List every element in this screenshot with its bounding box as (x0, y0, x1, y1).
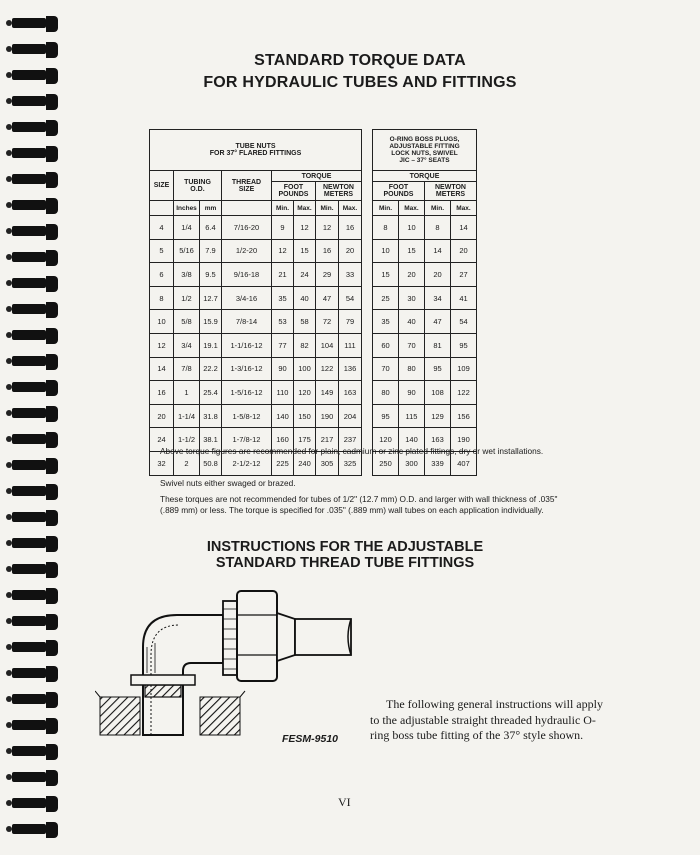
table-cell: 54 (451, 310, 477, 334)
foot-pounds-header-2: POUNDS (278, 191, 309, 198)
table-cell: 81 (425, 333, 451, 357)
table-row (150, 216, 477, 240)
table-cell: 1-5/8-12 (222, 404, 272, 428)
table-cell: 300 (399, 451, 425, 475)
instructions-text: The following general instructions will apply to the adjustable straight threaded hydraulic O-ring boss tube fitting of the 37° style shown. (370, 697, 603, 742)
table-row (150, 286, 477, 310)
table-cell: 10 (150, 310, 174, 334)
table-cell: 163 (425, 428, 451, 452)
table-cell: 110 (272, 381, 294, 405)
table-cell: 175 (294, 428, 316, 452)
table-cell: 35 (272, 286, 294, 310)
tubing-od-header-2: O.D. (190, 185, 205, 193)
table-cell: 111 (339, 333, 362, 357)
table-cell: 7/8-14 (222, 310, 272, 334)
table-cell: 20 (451, 239, 477, 263)
tube (295, 619, 351, 655)
table-cell: 122 (451, 381, 477, 405)
table-cell: 38.1 (200, 428, 222, 452)
table-cell: 6 (150, 263, 174, 287)
table-cell: 79 (339, 310, 362, 334)
table-cell: 47 (425, 310, 451, 334)
max-label: Max. (294, 201, 316, 216)
table-cell: 47 (316, 286, 339, 310)
table-cell: 35 (373, 310, 399, 334)
oring-header-line1: O-RING BOSS PLUGS, (389, 136, 460, 143)
foot-pounds-header: FOOT (283, 184, 304, 191)
table-cell: 2 (174, 451, 200, 475)
table-cell: 77 (272, 333, 294, 357)
table-cell: 204 (339, 404, 362, 428)
newton-meters-header: NEWTON (323, 184, 354, 191)
table-row (150, 357, 477, 381)
table-cell: 27 (451, 263, 477, 287)
section-title-line1: INSTRUCTIONS FOR THE ADJUSTABLE (206, 539, 484, 555)
max-label: Max. (339, 201, 362, 216)
table-cell: 20 (150, 404, 174, 428)
table-cell: 160 (272, 428, 294, 452)
table-cell: 14 (451, 216, 477, 240)
table-cell: 12 (272, 239, 294, 263)
fitting-illustration (95, 585, 355, 750)
table-cell: 19.1 (200, 333, 222, 357)
table-cell: 1/2-20 (222, 239, 272, 263)
table-cell: 21 (272, 263, 294, 287)
page-number: VI (338, 795, 351, 809)
boss-block-right (200, 697, 240, 735)
table-cell: 80 (399, 357, 425, 381)
inches-label: Inches (174, 201, 200, 216)
table-row (150, 263, 477, 287)
table-cell: 12 (150, 333, 174, 357)
min-label: Min. (373, 201, 399, 216)
instructions-paragraph (370, 697, 610, 744)
table-cell: 82 (294, 333, 316, 357)
table-cell: 104 (316, 333, 339, 357)
table-cell: 339 (425, 451, 451, 475)
tube-nuts-title: TUBE NUTS (235, 143, 276, 150)
table-cell: 31.8 (200, 404, 222, 428)
table-cell: 22.2 (200, 357, 222, 381)
table-cell: 60 (373, 333, 399, 357)
torque-table (149, 129, 477, 476)
page-title-line2: FOR HYDRAULIC TUBES AND FITTINGS (203, 74, 517, 91)
table-cell: 3/8 (174, 263, 200, 287)
section-title-line2: STANDARD THREAD TUBE FITTINGS (215, 555, 475, 571)
table-cell: 2-1/2-12 (222, 451, 272, 475)
table-cell: 8 (425, 216, 451, 240)
table-cell: 15.9 (200, 310, 222, 334)
table-cell: 5/16 (174, 239, 200, 263)
table-cell: 115 (399, 404, 425, 428)
table-cell: 29 (316, 263, 339, 287)
note-thin-wall: These torques are not recommended for tubes of 1/2" (12.7 mm) O.D. and larger with wall thickness of .035" (.889 mm) or less. The torque is specified for .035" (.889 mm) wall tubes on each application individually. (160, 494, 558, 515)
table-cell: 1/4 (174, 216, 200, 240)
table-cell: 70 (373, 357, 399, 381)
table-cell: 156 (451, 404, 477, 428)
table-cell: 95 (373, 404, 399, 428)
table-cell: 163 (339, 381, 362, 405)
table-cell: 407 (451, 451, 477, 475)
table-cell: 14 (150, 357, 174, 381)
table-cell: 40 (399, 310, 425, 334)
table-cell: 32 (150, 451, 174, 475)
table-cell: 109 (451, 357, 477, 381)
table-cell: 15 (373, 263, 399, 287)
table-cell: 25.4 (200, 381, 222, 405)
table-cell: 9/16-18 (222, 263, 272, 287)
table-cell: 16 (150, 381, 174, 405)
table-row (150, 333, 477, 357)
table-cell: 41 (451, 286, 477, 310)
table-cell: 122 (316, 357, 339, 381)
table-cell: 190 (316, 404, 339, 428)
thread-size-header-2: SIZE (238, 185, 255, 193)
table-cell: 3/4 (174, 333, 200, 357)
table-cell: 4 (150, 216, 174, 240)
table-cell: 34 (425, 286, 451, 310)
table-cell: 5 (150, 239, 174, 263)
table-cell: 5/8 (174, 310, 200, 334)
table-row (150, 310, 477, 334)
table-cell: 53 (272, 310, 294, 334)
oring-header-line2: ADJUSTABLE FITTING (389, 143, 460, 150)
table-cell: 25 (373, 286, 399, 310)
table-cell: 12 (294, 216, 316, 240)
threaded-nut (223, 591, 295, 681)
max-label: Max. (451, 201, 477, 216)
table-cell: 70 (399, 333, 425, 357)
table-row (150, 381, 477, 405)
table-cell: 95 (425, 357, 451, 381)
table-cell: 58 (294, 310, 316, 334)
table-cell: 24 (150, 428, 174, 452)
table-cell: 10 (373, 239, 399, 263)
table-cell: 7/8 (174, 357, 200, 381)
newton-meters-header-b2: METERS (435, 191, 466, 198)
table-cell: 140 (272, 404, 294, 428)
newton-meters-header-2: METERS (323, 191, 354, 198)
table-cell: 136 (339, 357, 362, 381)
table-cell: 225 (272, 451, 294, 475)
table-cell: 80 (373, 381, 399, 405)
table-cell: 1/2 (174, 286, 200, 310)
table-cell: 120 (373, 428, 399, 452)
min-label: Min. (425, 201, 451, 216)
table-cell: 1-5/16-12 (222, 381, 272, 405)
table-cell: 72 (316, 310, 339, 334)
boss-block-left (100, 697, 140, 735)
table-cell: 1-7/8-12 (222, 428, 272, 452)
table-cell: 8 (150, 286, 174, 310)
table-cell: 217 (316, 428, 339, 452)
foot-pounds-header-b: FOOT (388, 184, 409, 191)
table-cell: 140 (399, 428, 425, 452)
table-cell: 15 (399, 239, 425, 263)
table-cell: 12.7 (200, 286, 222, 310)
table-cell: 120 (294, 381, 316, 405)
thread-size-header: THREAD (231, 178, 262, 186)
table-cell: 150 (294, 404, 316, 428)
table-cell: 1 (174, 381, 200, 405)
tubing-od-header: TUBING (184, 178, 211, 186)
table-cell: 149 (316, 381, 339, 405)
table-cell: 9 (272, 216, 294, 240)
table-cell: 1-1/4 (174, 404, 200, 428)
note-plating: Above torque figures are recommended for plain, cadmium or zinc plated fittings, dry or wet installations. (160, 446, 544, 456)
size-header: SIZE (150, 171, 174, 201)
table-row (150, 404, 477, 428)
table-cell: 1-1/16-12 (222, 333, 272, 357)
mm-label: mm (200, 201, 222, 216)
torque-header: TORQUE (272, 171, 362, 182)
table-cell: 15 (294, 239, 316, 263)
table-cell: 325 (339, 451, 362, 475)
table-cell: 16 (339, 216, 362, 240)
table-cell: 24 (294, 263, 316, 287)
figure-label: FESM-9510 (282, 733, 339, 745)
table-row (150, 239, 477, 263)
table-cell: 7.9 (200, 239, 222, 263)
table-cell: 30 (399, 286, 425, 310)
newton-meters-header-b: NEWTON (435, 184, 466, 191)
foot-pounds-header-b2: POUNDS (383, 191, 414, 198)
table-cell: 108 (425, 381, 451, 405)
table-cell: 40 (294, 286, 316, 310)
oring-header-line3: LOCK NUTS, SWIVEL (391, 150, 458, 157)
note-swivel: Swivel nuts either swaged or brazed. (160, 478, 296, 488)
tube-nuts-subtitle: FOR 37° FLARED FITTINGS (209, 150, 302, 157)
table-cell: 8 (373, 216, 399, 240)
table-cell: 305 (316, 451, 339, 475)
table-cell: 9.5 (200, 263, 222, 287)
table-cell: 16 (316, 239, 339, 263)
table-cell: 54 (339, 286, 362, 310)
max-label: Max. (399, 201, 425, 216)
page-title-line1: STANDARD TORQUE DATA (254, 52, 466, 69)
min-label: Min. (272, 201, 294, 216)
table-cell: 95 (451, 333, 477, 357)
table-cell: 14 (425, 239, 451, 263)
table-cell: 240 (294, 451, 316, 475)
table-cell: 1-1/2 (174, 428, 200, 452)
table-cell: 20 (425, 263, 451, 287)
table-cell: 237 (339, 428, 362, 452)
table-cell: 190 (451, 428, 477, 452)
table-cell: 100 (294, 357, 316, 381)
table-cell: 6.4 (200, 216, 222, 240)
table-cell: 90 (272, 357, 294, 381)
table-cell: 20 (339, 239, 362, 263)
table-cell: 129 (425, 404, 451, 428)
oring-header-line4: JIC – 37° SEATS (399, 157, 450, 164)
table-cell: 20 (399, 263, 425, 287)
table-cell: 90 (399, 381, 425, 405)
table-cell: 250 (373, 451, 399, 475)
table-cell: 1-3/16-12 (222, 357, 272, 381)
min-label: Min. (316, 201, 339, 216)
table-cell: 50.8 (200, 451, 222, 475)
table-cell: 10 (399, 216, 425, 240)
table-cell: 7/16-20 (222, 216, 272, 240)
torque-header-2: TORQUE (373, 171, 477, 182)
spiral-binding (0, 0, 58, 855)
table-cell: 3/4-16 (222, 286, 272, 310)
table-cell: 33 (339, 263, 362, 287)
table-cell: 12 (316, 216, 339, 240)
